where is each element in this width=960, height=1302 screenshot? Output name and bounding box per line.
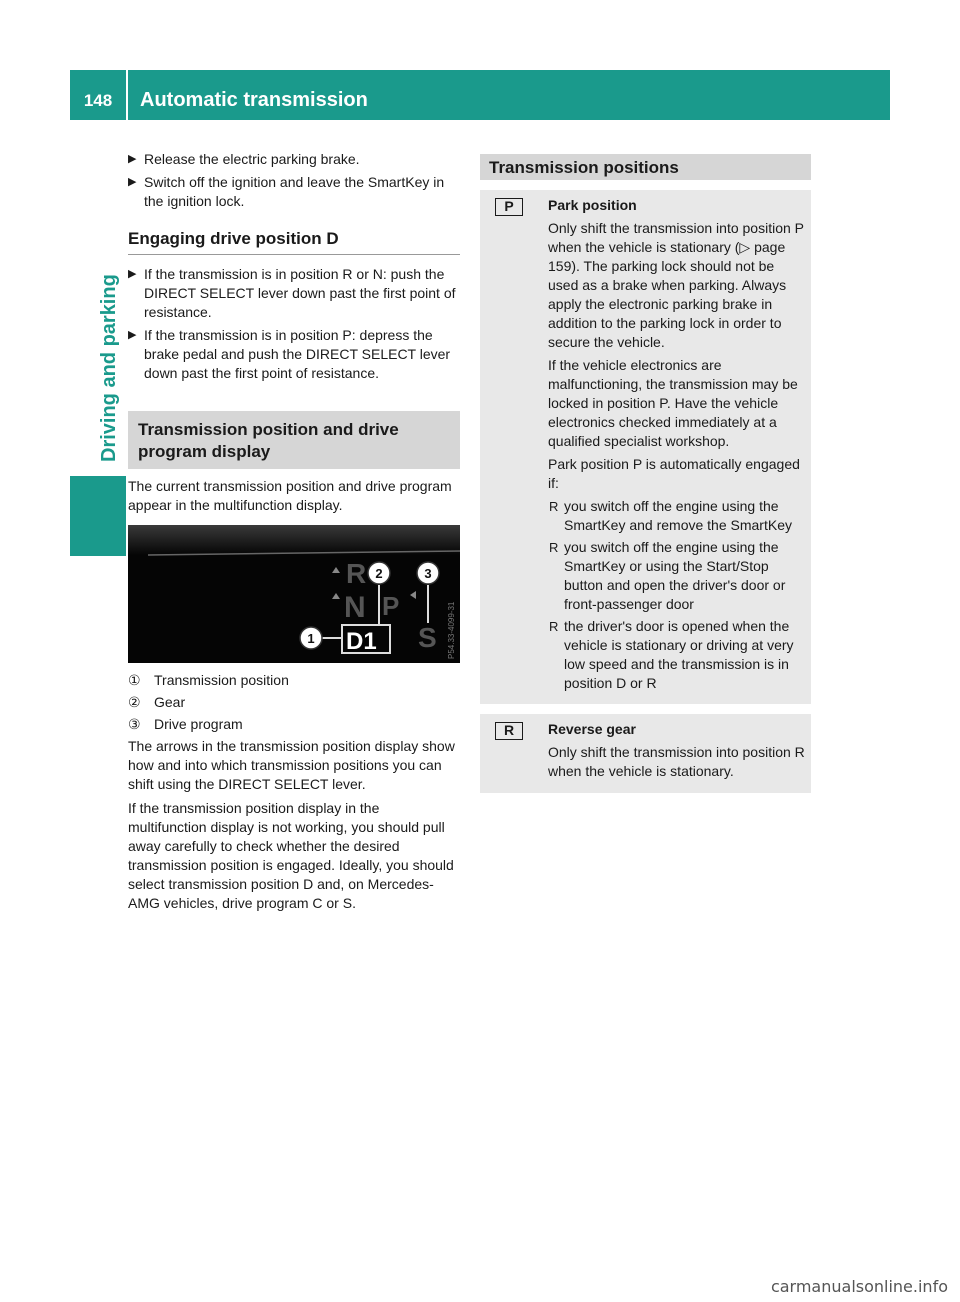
image-code: P54.33-4099-31 [447,601,456,659]
park-position-row [480,190,811,704]
letter-r: R [346,558,367,589]
right-column [480,154,811,793]
legend-item: ③ Drive program [128,716,243,732]
step-arrow-icon: ▶ [128,176,137,188]
side-tab-marker [70,476,126,556]
legend-number: ③ [128,716,141,732]
gear-indicator: D1 [346,628,377,655]
header-divider [126,70,128,120]
step-arrow-icon: ▶ [128,153,137,165]
legend-number: ① [128,672,141,688]
park-bullet: R you switch off the engine using the SmartKey and remove the SmartKey [549,498,792,533]
svg-text:1: 1 [307,631,315,646]
bullet-icon: R [549,499,559,514]
park-paragraph: If the vehicle electronics are malfunctioning, the transmission may be locked in position P. Have the vehicle electronics checked immediately at a qualified specialist workshop. [548,357,798,449]
left-column [128,150,460,918]
legend-item: ② Gear [128,694,186,710]
legend-item: ① Transmission position [128,672,289,688]
step-item: ▶ Switch off the ignition and leave the SmartKey in the ignition lock. [128,174,445,209]
side-section-label: Driving and parking [98,274,120,462]
park-paragraph: Only shift the transmission into position P when the vehicle is stationary (▷ page 159). The parking lock should not be used as a brake when parking. Always apply the electronic parking brake in addition to the parking lock in order to secure the vehicle. [548,220,804,350]
display-intro: The current transmission position and drive program appear in the multifunction display. [128,478,452,513]
page-title: Automatic transmission [140,89,368,111]
park-position-title: Park position [548,197,637,213]
step-item: ▶ If the transmission is in position P: depress the brake pedal and push the DIRECT SELECT lever down past the first point of resistance. [128,327,451,381]
step-item: ▶ If the transmission is in position R or N: push the DIRECT SELECT lever down past the first point of resistance. [128,266,456,320]
reverse-paragraph: Only shift the transmission into position R when the vehicle is stationary. [548,744,805,779]
svg-text:2: 2 [375,566,383,581]
reverse-gear-title: Reverse gear [548,721,636,737]
step-arrow-icon: ▶ [128,329,137,341]
page-number: 148 [83,91,113,110]
park-bullet: R the driver's door is opened when the vehicle is stationary or driving at very low speed and the transmission is in position D or R [549,618,794,691]
letter-n: N [344,591,366,624]
legend-number: ② [128,694,141,710]
watermark: carmanualsonline.info [770,1277,948,1296]
paragraph-arrows: The arrows in the transmission position display show how and into which transmission positions you can shift using the DIRECT SELECT lever. [128,738,455,792]
step-arrow-icon: ▶ [128,268,137,280]
reverse-gear-row [480,714,811,793]
letter-s: S [418,622,437,653]
step-item: ▶ Release the electric parking brake. [128,151,360,167]
multifunction-display-image [128,525,460,663]
svg-text:3: 3 [424,566,432,581]
park-bullet: R you switch off the engine using the SmartKey or using the Start/Stop button and open the driver's door or front-passenger door [549,539,786,612]
paragraph-display-fault: If the transmission position display in the multifunction display is not working, you should pull away carefully to check whether the desired transmission position is engaged. Ideally, you should select transmission position D and, on Mercedes-AMG vehicles, drive program C or S. [128,800,454,911]
transmission-positions-heading: Transmission positions [480,154,811,180]
letter-p: P [382,591,400,621]
display-heading: Transmission position and drive program display [128,411,460,469]
bullet-icon: R [549,540,559,555]
park-position-icon: P [495,198,523,216]
reverse-gear-icon: R [495,722,523,740]
bullet-icon: R [549,619,559,634]
display-graphic [128,525,460,663]
engaging-heading: Engaging drive position D [128,229,460,255]
park-paragraph: Park position P is automatically engaged if: [548,456,800,491]
